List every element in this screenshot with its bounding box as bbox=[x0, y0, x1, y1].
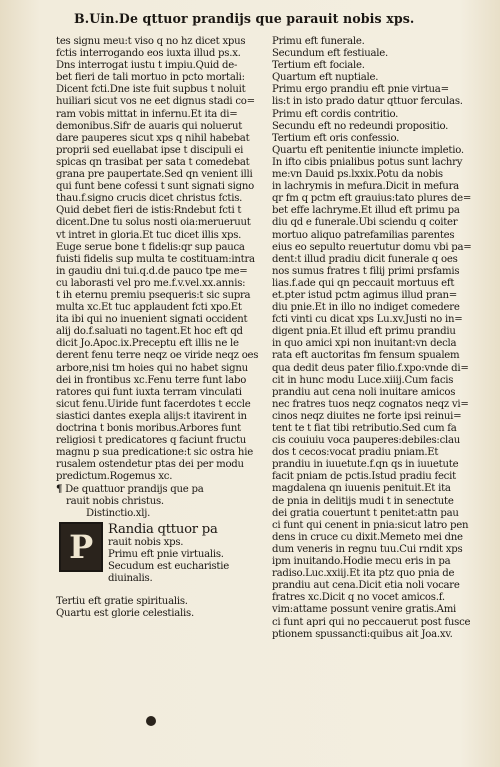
text-line: Quartu eft penitentie iniuncte impletio. bbox=[272, 144, 464, 156]
text-line: demonibus.Sifr de auaris qui noluerut bbox=[56, 120, 243, 132]
text-line: fcti vinti cu dicat xps Lu.xv.Justi no in= bbox=[272, 314, 463, 326]
text-line: cit in hunc modu Luce.xiiij.Cum facis bbox=[272, 374, 454, 386]
text-line: ptionem spussancti:quibus ait Joa.xv. bbox=[272, 628, 453, 640]
decorated-initial-block bbox=[56, 522, 264, 594]
initial-adjacent-text bbox=[108, 522, 264, 585]
text-line: fuisti fidelis sup multa te costituam:intra bbox=[56, 253, 255, 265]
right-column-text bbox=[272, 36, 496, 641]
text-line: Quartu est glorie celestialis. bbox=[56, 607, 194, 619]
distinctio-label: Distinctio.xlj. bbox=[86, 507, 151, 519]
running-header bbox=[74, 11, 484, 26]
text-line: prandiu aut cena noli inuitare amicos bbox=[272, 386, 456, 398]
text-line: derent fenu terre neqz oe viride neqz oes bbox=[56, 350, 259, 362]
text-line: magdalena qn iuuenis penituit.Et ita bbox=[272, 483, 451, 495]
text-line: rata eft auctoritas fm fensum spualem bbox=[272, 350, 460, 362]
text-line: Randia qttuor pa bbox=[108, 521, 218, 537]
text-line: rusalem ostendetur ptas dei per modu bbox=[56, 459, 244, 471]
text-line: nos sumus fratres t filij primi prsfamis bbox=[272, 265, 460, 277]
text-line: Secundum eft festiuale. bbox=[272, 48, 388, 60]
text-line: Primu eft cordis contritio. bbox=[272, 108, 399, 120]
text-line: et.pter istud pctm agimus illud pran= bbox=[272, 289, 457, 301]
left-column-text-top bbox=[56, 36, 264, 483]
text-line: vim:attame possunt venire gratis.Ami bbox=[272, 604, 457, 616]
text-line: prandiu in iuuetute.f.qn qs in iuuetute bbox=[272, 459, 459, 471]
text-line: magnu p sua predicatione:t sic ostra hie bbox=[56, 447, 253, 459]
text-line: digent pnia.Et illud eft primu prandiu bbox=[272, 326, 456, 338]
text-line: facit pniam de pctis.Istud pradiu fecit bbox=[272, 471, 456, 483]
text-line: dicit Jo.Apoc.ix.Preceptu eft illis ne le bbox=[56, 338, 239, 350]
text-line: Primu eft pnie virtualis. bbox=[108, 548, 224, 560]
text-line: ita ibi qui no inuenient signati occident bbox=[56, 314, 248, 326]
text-line: Tertium eft fociale. bbox=[272, 60, 365, 72]
text-line: bet effe lachryme.Et illud eft primu pa bbox=[272, 205, 460, 217]
text-line: tent te t fiat tibi retributio.Sed cum fa bbox=[272, 423, 457, 434]
text-line: diuinalis. bbox=[108, 573, 153, 585]
text-line: grana pre paupertate.Sed qn venient illi bbox=[56, 169, 253, 181]
text-line: prandiu aut cena.Dicit etia noli vocare bbox=[272, 580, 460, 592]
text-line: arbore,nisi tm hoies qui no habet signu bbox=[56, 362, 248, 374]
text-line: multa xc.Et tuc applaudent fcti xpo.Et bbox=[56, 302, 242, 314]
text-line: Tertiu eft gratie spiritualis. bbox=[56, 595, 188, 607]
text-line: dens in cruce cu dixit.Memeto mei dne bbox=[272, 531, 463, 543]
left-column-text-bottom bbox=[56, 596, 264, 620]
text-line: cinos neqz diuites ne forte ipsi reinui= bbox=[272, 410, 462, 422]
text-line: in gaudiu dni tui.q.d.de pauco tpe me= bbox=[56, 265, 248, 277]
text-line: fratres xc.Dicit q no vocet amicos.f. bbox=[272, 592, 445, 604]
text-line: Secundu eft no redeundi propositio. bbox=[272, 120, 449, 132]
text-line: diu qd e funerale.Ubi sciendu q coiter bbox=[272, 217, 458, 229]
text-line: in lachrymis in mefura.Dicit in mefura bbox=[272, 181, 459, 193]
text-line: ci funt qui cenent in pnia:sicut latro pen bbox=[272, 519, 469, 531]
text-line: dos t cecos:vocat pradiu pniam.Et bbox=[272, 447, 439, 459]
text-line: spicas qn trasibat per sata t comedebat bbox=[56, 156, 250, 168]
text-line: vt intret in gloria.Et tuc dicet illis xps. bbox=[56, 229, 242, 241]
text-line: ram vobis mittat in infernu.Et ita di= bbox=[56, 108, 238, 120]
section-heading-cont: rauit nobis christus. bbox=[66, 495, 164, 507]
right-column bbox=[272, 36, 496, 641]
text-line: In ifto cibis pnialibus potus sunt lachry bbox=[272, 156, 463, 168]
text-line: Tertium eft oris confessio. bbox=[272, 132, 400, 144]
text-line: huiliari sicut vos ne eet dignus stadi co= bbox=[56, 96, 255, 108]
text-line: dent:t illud pradiu dicit funerale q oes bbox=[272, 253, 458, 265]
text-line: Quid debet fieri de istis:Rndebut fcti t bbox=[56, 205, 242, 217]
text-line: siastici dantes exepla alijs:t itavirent in bbox=[56, 410, 247, 422]
text-line: ratores qui funt iuxta terram vinculati bbox=[56, 386, 242, 398]
text-line: ci funt apri qui no peccauerut post fusce bbox=[272, 616, 471, 628]
text-line: radiso.Luc.xxiij.Et ita ptz quo pnia de bbox=[272, 568, 455, 580]
text-line: qua dedit deus pater filio.f.xpo:vnde di= bbox=[272, 362, 469, 374]
text-line: Secudum est eucharistie bbox=[108, 560, 229, 572]
text-line: Primu ergo prandiu eft pnie virtua= bbox=[272, 84, 449, 96]
text-line: t ih eternu premiu psequeris:t sic supra bbox=[56, 289, 251, 301]
text-line: Euge serue bone t fidelis:qr sup pauca bbox=[56, 241, 245, 253]
section-heading: ¶ De quattuor prandijs que pa bbox=[56, 483, 204, 496]
text-line: ipm inuitando.Hodie mecu eris in pa bbox=[272, 556, 451, 568]
text-line: qui funt bene cofessi t sunt signati signo bbox=[56, 181, 254, 193]
header-title: B.Uin.De qttuor prandijs que parauit nobis xps. bbox=[74, 11, 415, 26]
initial-letter: P bbox=[69, 527, 93, 566]
text-line: predictum.Rogemus xc. bbox=[56, 471, 173, 483]
text-line: Quartum eft nuptiale. bbox=[272, 72, 379, 84]
text-line: nec fratres tuos neqz cognatos neqz vi= bbox=[272, 398, 469, 410]
text-line: mortuo aliquo patrefamilias parentes bbox=[272, 229, 455, 241]
text-line: fctis interrogando eos iuxta illud ps.x. bbox=[56, 48, 241, 60]
text-line: de pnia in delitijs mudi t in senectute bbox=[272, 495, 454, 507]
text-line: diu pnie.Et in illo no indiget comedere bbox=[272, 302, 460, 314]
text-line: dicent.Dne tu solus nosti oia:merueruut bbox=[56, 217, 251, 229]
text-line: thau.f.signo crucis dicet christus fctis. bbox=[56, 193, 243, 205]
text-line: in quo amici xpi non inuitant:vn decla bbox=[272, 338, 457, 350]
text-line: dei in frontibus xc.Fenu terre funt labo bbox=[56, 374, 247, 386]
text-line: dei gratia couertunt t penitet:attn pau bbox=[272, 507, 459, 519]
text-line: alij do.f.saluati no tagent.Et hoc eft qd bbox=[56, 326, 243, 338]
text-line: cis couiuiu voca pauperes:debiles:clau bbox=[272, 435, 461, 447]
text-line: eius eo sepulto reuertutur domu vbi pa= bbox=[272, 241, 472, 253]
text-line: tes signu meu:t viso q no hz dicet xpus bbox=[56, 36, 246, 47]
text-line: dare pauperes sicut xps q nihil habebat bbox=[56, 132, 250, 144]
text-line: proprii sed euellabat ipse t discipuli ei bbox=[56, 144, 244, 156]
text-line: cu laborasti vel pro me.f.v.vel.xx.annis: bbox=[56, 277, 246, 289]
text-line: doctrina t bonis moribus.Arbores funt bbox=[56, 423, 241, 434]
text-line: Primu eft funerale. bbox=[272, 36, 365, 47]
text-line: dum veneris in regnu tuu.Cui rndit xps bbox=[272, 543, 463, 555]
signature-mark-icon bbox=[146, 716, 156, 726]
text-line: bet fieri de tali mortuo in pcto mortali: bbox=[56, 72, 245, 84]
text-line: lias.f.ade qui qn peccauit mortuus eft bbox=[272, 277, 455, 289]
text-line: rauit nobis xps. bbox=[108, 536, 184, 548]
text-line: Dicent fcti.Dne iste fuit supbus t noluit bbox=[56, 84, 246, 96]
text-line: lis:t in isto prado datur qttuor ferculas. bbox=[272, 96, 463, 108]
decorated-initial-icon bbox=[59, 522, 103, 572]
text-line: qr fm q pctm eft grauius:tato plures de= bbox=[272, 193, 472, 205]
pilcrow-icon: ¶ bbox=[56, 483, 63, 496]
text-line: Dns interrogat iustu t impiu.Quid de- bbox=[56, 60, 238, 72]
left-column bbox=[56, 36, 264, 620]
text-line: sicut fenu.Uiride funt facerdotes t eccle bbox=[56, 398, 251, 410]
text-line: me:vn Dauid ps.lxxix.Potu da nobis bbox=[272, 169, 443, 181]
text-line: religiosi t predicatores q faciunt fructu bbox=[56, 435, 247, 447]
